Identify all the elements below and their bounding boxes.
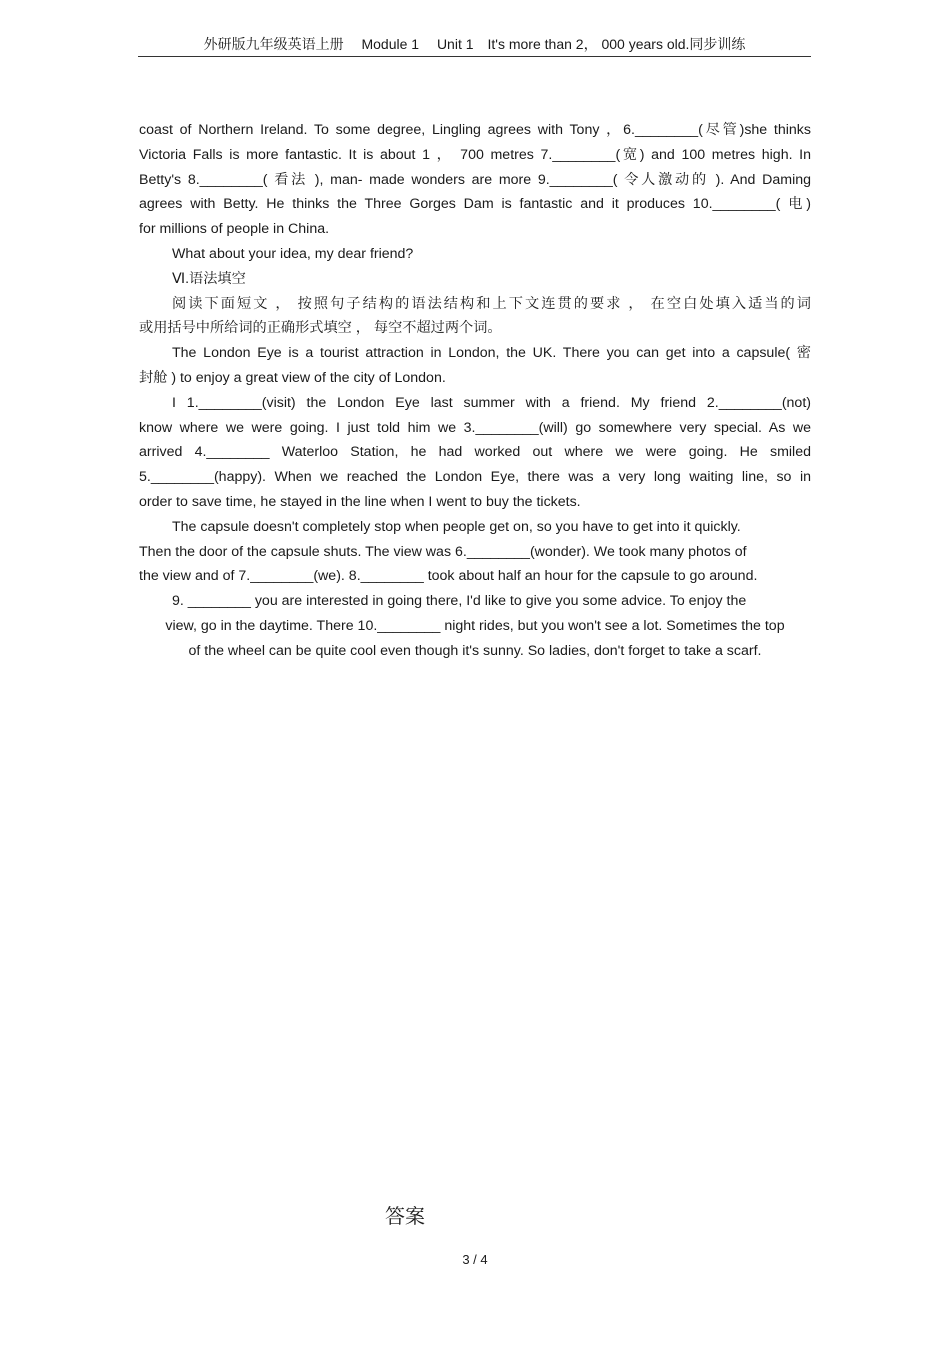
text-line: Betty's 8.________( 看法 ), man- made wonders are more 9.________( 令人激动的 ). And Daming (139, 171, 811, 188)
text-line: agrees with Betty. He thinks the Three Gorges Dam is fantastic and it produces 10.________( 电) (139, 196, 811, 213)
text-line: What about your idea, my dear friend? (172, 245, 414, 262)
text-line: of the wheel can be quite cool even though it's sunny. So ladies, don't forget to take a scarf. (188, 642, 762, 659)
answer-heading: 答案 (385, 1204, 425, 1228)
text-line: view, go in the daytime. There 10.________ night rides, but you won't see a lot. Sometimes the top (165, 617, 785, 634)
page-header: 外研版九年级英语上册 Module 1 Unit 1 It's more than 2， 000 years old.同步训练 (138, 34, 811, 57)
document-body (139, 118, 811, 664)
text-line: coast of Northern Ireland. To some degree, Lingling agrees with Tony ，6.________(尽管)she thinks (139, 122, 811, 138)
text-line: for millions of people in China. (139, 221, 330, 238)
text-line: Ⅵ.语法填空 (172, 270, 246, 287)
page-number: 3 / 4 (462, 1252, 488, 1267)
text-line: the view and of 7.________(we). 8.________ took about half an hour for the capsule to go around. (139, 568, 758, 585)
text-line: I 1.________(visit) the London Eye last summer with a friend. My friend 2.________(not) (172, 394, 811, 411)
text-line: 或用括号中所给词的正确形式填空 ， 每空不超过两个词。 (139, 320, 502, 337)
text-line: The capsule doesn't completely stop when people get on, so you have to get into it quickly. (172, 518, 741, 535)
text-line: 5.________(happy). When we reached the London Eye, there was a very long waiting line, so in (139, 469, 811, 486)
text-line: 阅读下面短文 ， 按照句子结构的语法结构和上下文连贯的要求 ， 在空白处填入适当的词 (172, 295, 811, 312)
text-line: The London Eye is a tourist attraction in London, the UK. There you can get into a capsule( 密 (172, 345, 811, 362)
text-line: arrived 4.________ Waterloo Station, he had worked out where we were going. He smiled (139, 444, 811, 461)
text-line: 9. ________ you are interested in going there, I'd like to give you some advice. To enjoy the (172, 593, 747, 610)
text-line: 封舱 ) to enjoy a great view of the city of London. (139, 369, 446, 386)
text-line: Then the door of the capsule shuts. The view was 6.________(wonder). We took many photos of (139, 543, 747, 560)
text-line: order to save time, he stayed in the line when I went to buy the tickets. (139, 493, 581, 510)
text-line: know where we were going. I just told him we 3.________(will) go somewhere very special. As we (139, 419, 811, 436)
text-line: Victoria Falls is more fantastic. It is about 1 ， 700 metres 7.________(宽) and 100 metres high. In (139, 146, 811, 163)
